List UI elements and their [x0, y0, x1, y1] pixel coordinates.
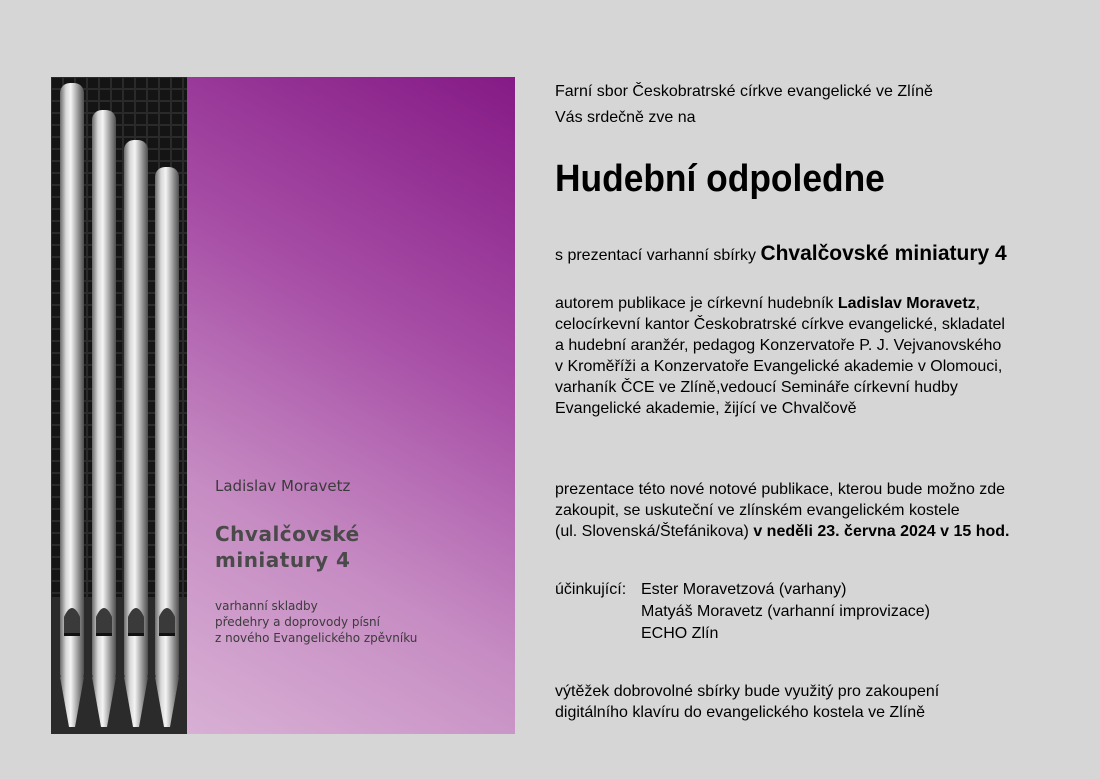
organ-pipe: [92, 110, 116, 727]
venue-line: [555, 521, 1085, 542]
organ-pipes-image: [51, 77, 187, 734]
cover-subtitle-line: předehry a doprovody písní: [215, 615, 380, 629]
author-bio-line: Evangelické akademie, žijící ve Chvalčově: [555, 400, 857, 417]
event-datetime: v neděli 23. června 2024 v 15 hod.: [753, 523, 1010, 540]
cover-subtitle-line: varhanní skladby: [215, 599, 318, 613]
presentation-line: [555, 240, 1007, 270]
book-title: Chvalčovské miniatury 4: [760, 242, 1007, 265]
collection-line: výtěžek dobrovolné sbírky bude využitý pro zakoupení: [555, 683, 940, 700]
author-intro: autorem publikace je církevní hudebník: [555, 295, 838, 312]
organ-pipe: [60, 83, 84, 727]
venue: (ul. Slovenská/Štefánikova): [555, 523, 754, 540]
presentation-text-line: prezentace této nové notové publikace, kterou bude možno zde: [555, 481, 1006, 498]
cover-title-line: Chvalčovské: [215, 522, 360, 546]
author-line: [555, 293, 1085, 314]
event-title: Hudební odpoledne: [555, 158, 885, 200]
cover-subtitle: [215, 598, 417, 646]
cover-title: [215, 521, 360, 573]
book-cover: [51, 77, 515, 734]
author-bio-line: v Kroměříži a Konzervatoře Evangelické akademie v Olomouci,: [555, 358, 1003, 375]
organ-pipe: [124, 140, 148, 727]
performers-label: účinkující:: [555, 581, 627, 598]
invites-line: Vás srdečně zve na: [555, 109, 696, 126]
author-bio-line: celocírkevní kantor Českobratrské církve evangelické, skladatel: [555, 316, 1005, 333]
performer: Ester Moravetzová (varhany): [641, 581, 847, 598]
cover-author: Ladislav Moravetz: [215, 477, 351, 495]
performers-list: [641, 579, 930, 645]
organ-pipe: [155, 167, 179, 727]
collection-line: digitálního klavíru do evangelického kostela ve Zlíně: [555, 704, 925, 721]
performer: ECHO Zlín: [641, 625, 719, 642]
collection-paragraph: [555, 681, 1085, 723]
author-name: Ladislav Moravetz: [837, 295, 976, 312]
author-intro-end: ,: [975, 295, 981, 312]
presentation-paragraph: [555, 479, 1085, 542]
organizer: Farní sbor Českobratrské církve evangelické ve Zlíně: [555, 83, 933, 100]
author-paragraph: [555, 293, 1085, 419]
presentation-text-line: zakoupit, se uskuteční ve zlínském evangelickém kostele: [555, 502, 960, 519]
cover-subtitle-line: z nového Evangelického zpěvníku: [215, 631, 418, 645]
presentation-prefix: s prezentací varhanní sbírky: [555, 247, 761, 264]
cover-title-line: miniatury 4: [215, 548, 351, 572]
author-bio-line: varhaník ČCE ve Zlíně,vedoucí Semináře církevní hudby: [555, 379, 958, 396]
author-bio-line: a hudební aranžér, pedagog Konzervatoře P. J. Vejvanovského: [555, 337, 1002, 354]
performer: Matyáš Moravetz (varhanní improvizace): [641, 603, 930, 620]
